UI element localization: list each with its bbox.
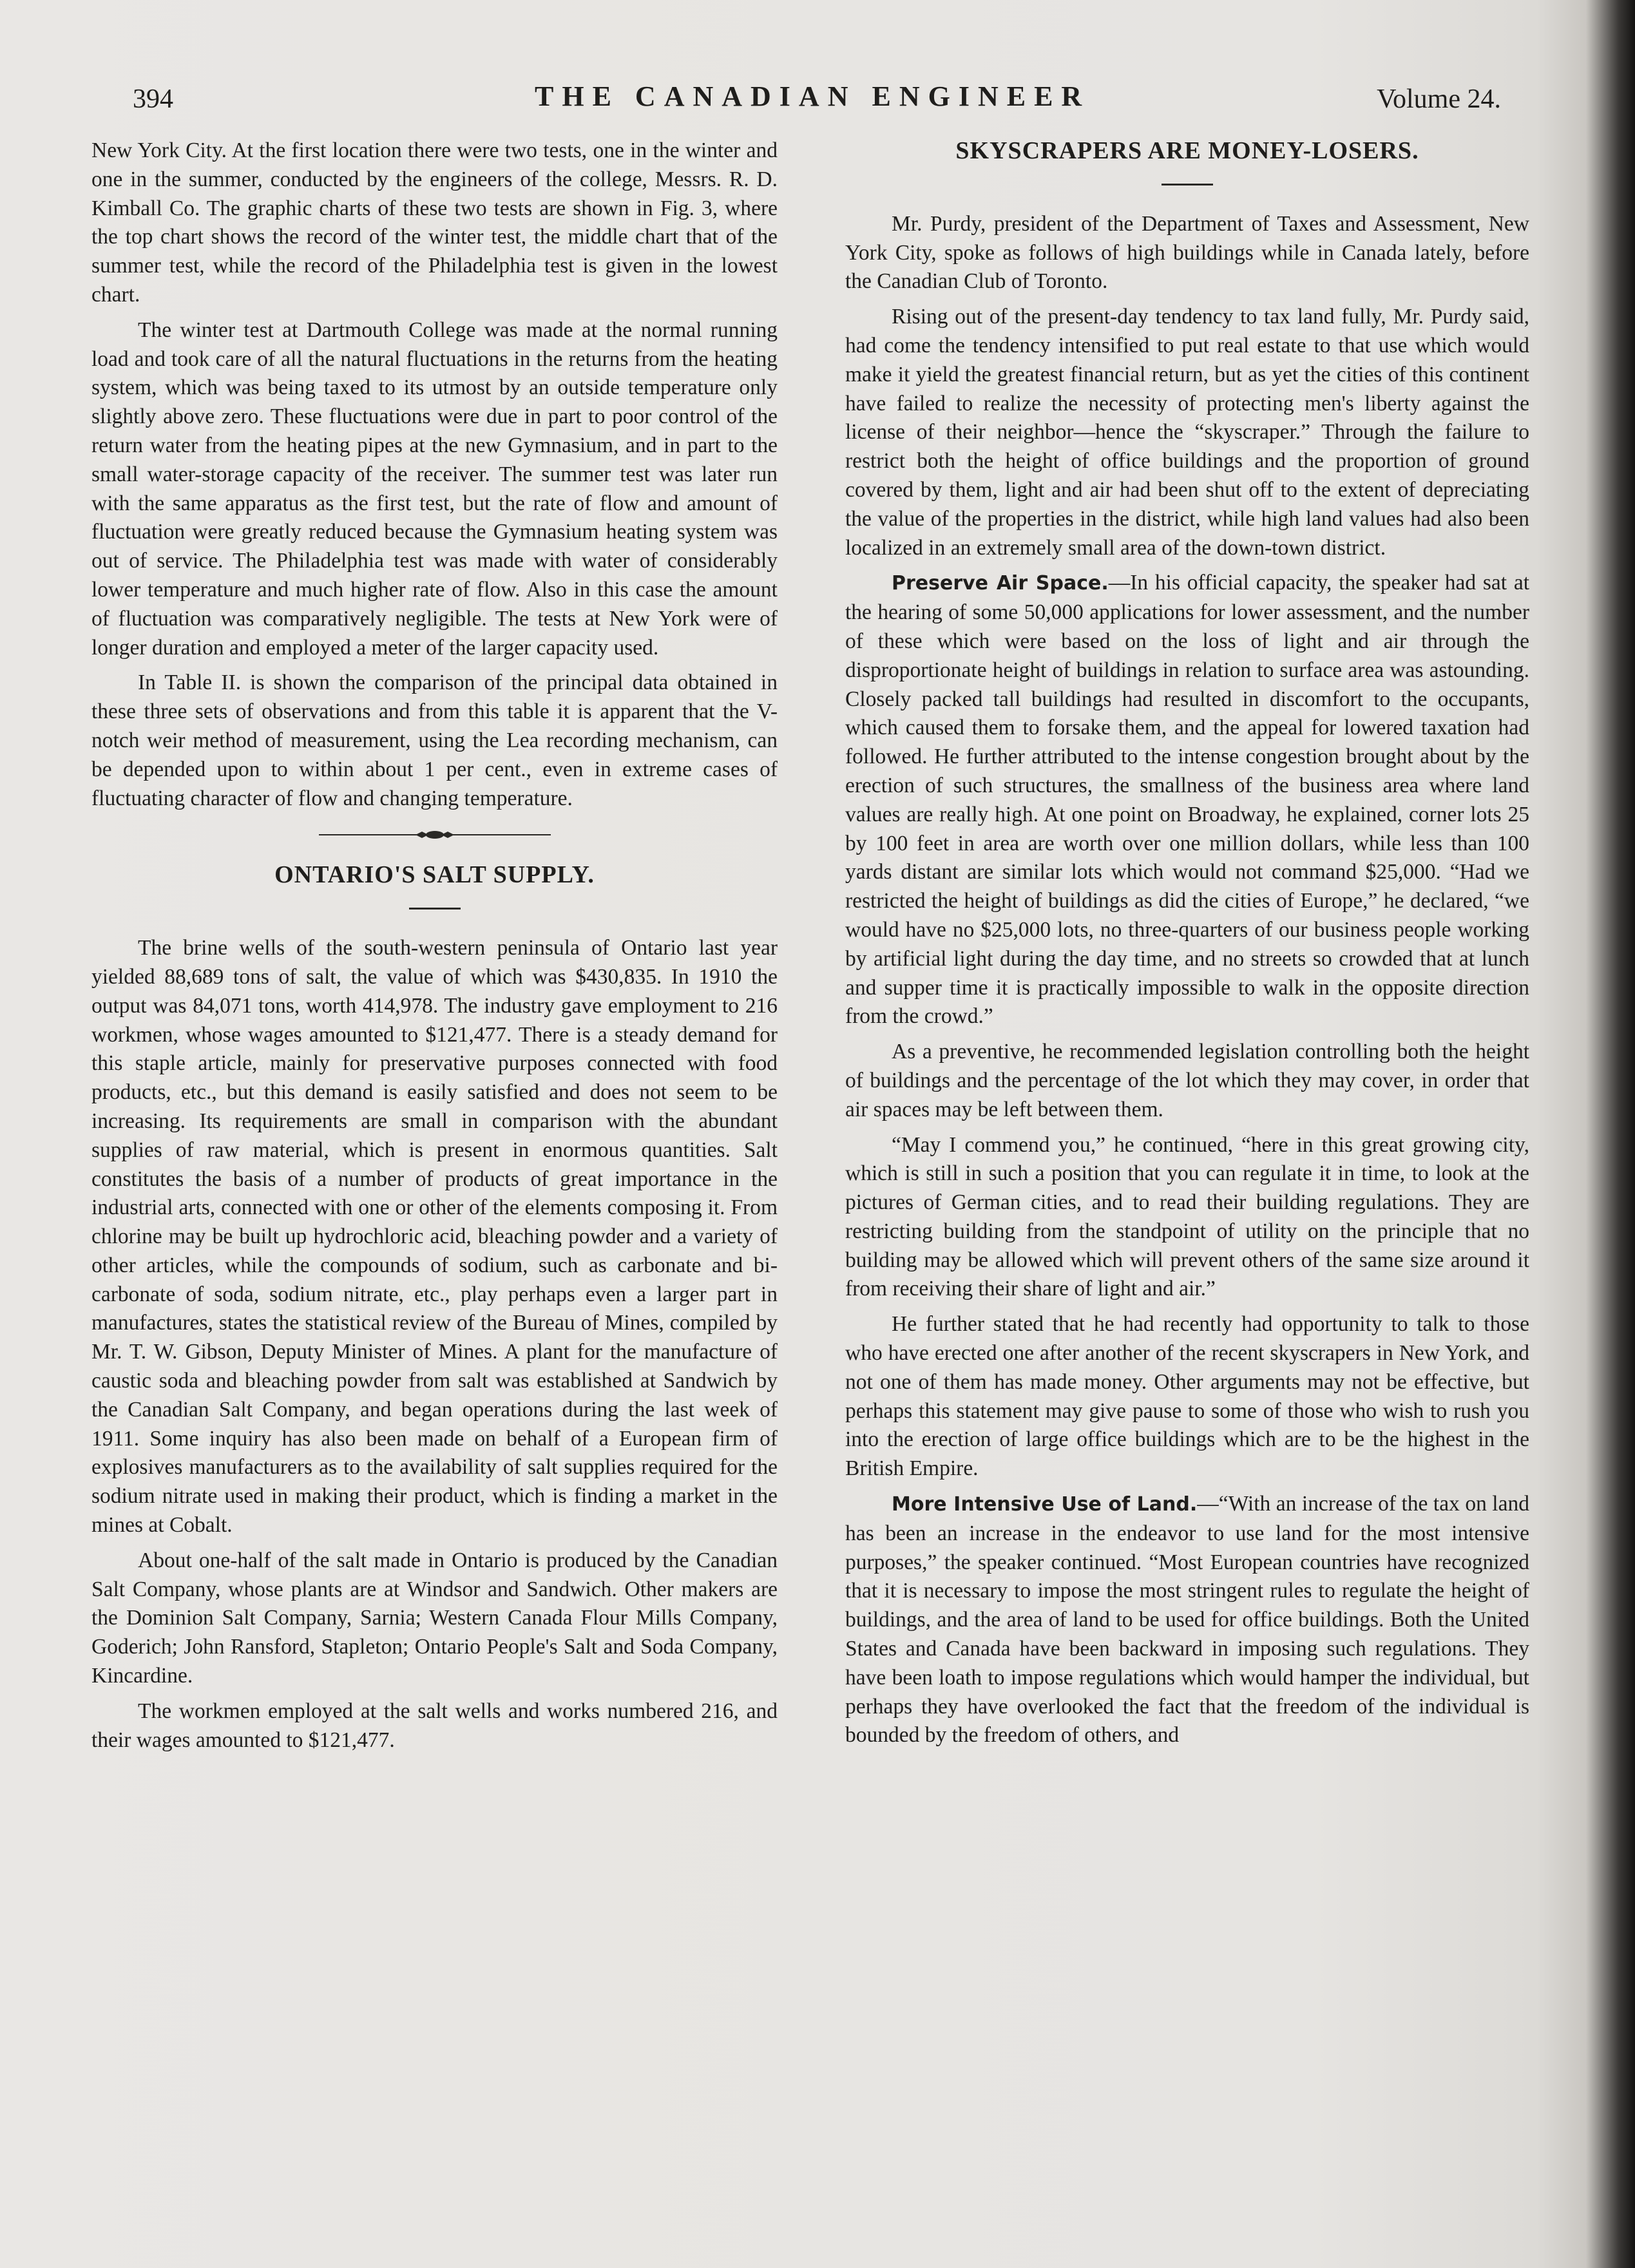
paragraph: As a preventive, he recommended legislation controlling both the height of buildings and the percentage of the lot which they may cover, in order that air spaces may be left between them. bbox=[845, 1040, 1529, 1121]
article-heading: SKYSCRAPERS ARE MONEY-LOSERS. bbox=[955, 137, 1419, 164]
paragraph bbox=[845, 1490, 1529, 1750]
paragraph: About one-half of the salt made in Ontario is produced by the Canadian Salt Company, whose plants are at Windsor and Sandwich. Other makers are the Dominion Salt Company, Sarnia; Western Canada Flour Mills Company, Goderich; John Ransford, Stapleton; Ontario People's Salt and Soda Company, Kincardine. bbox=[91, 1548, 778, 1688]
side-heading: More Intensive Use of Land. bbox=[892, 1493, 1198, 1516]
left-column bbox=[91, 137, 778, 1761]
ornament-divider bbox=[319, 828, 551, 841]
paragraph-text: —In his official capacity, the speaker had sat at the hearing of some 50,000 applications for lower assessment, and the number of these which were based on the loss of light and air through the disproportionate height of buildings in relation to surface area was astounding. Closely packed tall buildings had resulted in discomfort to the occupants, which caused them to forsake them, and the appeal for lowered taxation had followed. He further attributed to the intense congestion brought about by the erection of such structures, the smallness of the business area where land values are really high. At one point on Broadway, he explained, corner lots 25 by 100 feet in area are worth over one million dollars, while less than 100 yards distant are similar lots which would not command $25,000. “Had we restricted the height of buildings as did the cities of Europe,” he declared, “we would have no $25,000 lots, no three-quarters of our business people working by artificial light during the day time, and no streets so crowded that at lunch and supper time it is practically impossible to walk in the opposite direction from the crowd.” bbox=[845, 571, 1529, 1029]
paragraph: The workmen employed at the salt wells and works numbered 216, and their wages amounted to $121,477. bbox=[91, 1699, 778, 1752]
right-column bbox=[845, 137, 1529, 1757]
page-number: 394 bbox=[133, 84, 173, 114]
paragraph: The winter test at Dartmouth College was made at the normal running load and took care of all the natural fluctuations in the returns from the heating system, which was being taxed to its utmost by an outside temperature only slightly above zero. These fluctuations were due in part to poor control of the return water from the heating pipes at the new Gymnasium, and in part to the small water-storage capacity of the receiver. The summer test was later run with the same apparatus as the first test, but the rate of flow and amount of fluctuation were greatly reduced because the Gymnasium heating system was out of service. The Philadelphia test was made with water of considerably lower temperature and much higher rate of flow. Also in this case the amount of fluctuation was comparatively negligible. The tests at New York were of longer duration and employed a meter of the larger capacity used. bbox=[91, 318, 778, 660]
volume-label: Volume 24. bbox=[1377, 84, 1501, 114]
paragraph: Mr. Purdy, president of the Department of Taxes and Assessment, New York City, spoke as follows of high buildings while in Canada lately, before the Canadian Club of Toronto. bbox=[845, 211, 1529, 294]
paragraph: Rising out of the present-day tendency to tax land fully, Mr. Purdy said, had come the tendency intensified to put real estate to that use which would make it yield the greatest financial return, but as yet the cities of this continent have failed to realize the necessity of protecting men's liberty against the license of their neighbor—hence the “skyscraper.” Through the failure to restrict both the height of office buildings and the proportion of ground covered by them, light and air had been shut off to the extent of depreciating the value of the properties in the district, while high land values had also been localized in an extremely small area of the down-town district. bbox=[845, 305, 1529, 560]
paragraph-text: —“With an increase of the tax on land has been an increase in the endeavor to use land for the most intensive purposes,” the speaker continued. “Most European countries have recognized that it is necessary to impose the most stringent rules to regulate the height of buildings, and the area of land to be used for office buildings. Both the United States and Canada have been backward in imposing such regulations. They have been loath to impose regulations which would hamper the individual, but perhaps they have overlooked the fact that the freedom of the individual is bounded by the freedom of others, and bbox=[845, 1492, 1529, 1748]
paragraph: “May I commend you,” he continued, “here in this great growing city, which is still in such a position that you can regulate it in time, to look at the pictures of German cities, and to read their building regulations. They are restricting building from the standpoint of utility on the principle that no building may be allowed which will prevent others of the same size around it from receiving their share of light and air.” bbox=[845, 1132, 1529, 1301]
side-heading: Preserve Air Space. bbox=[892, 572, 1109, 595]
paragraph: The brine wells of the south-western peninsula of Ontario last year yielded 88,689 tons of salt, the value of which was $430,835. In 1910 the output was 84,071 tons, worth 414,978. The industry gave employment to 216 workmen, whose wages amounted to $121,477. There is a steady demand for this staple article, mainly for preservative purposes connected with food products, etc., but this demand is easily satisfied and does not seem to be increasing. Its requirements are small in comparison with the abundant supplies of raw material, which is present in enormous quantities. Salt constitutes the basis of a number of products of great importance in the industrial arts, connected with one or other of the elements composing it. From chlorine may be built up hydrochloric acid, bleaching powder and a variety of other articles, while the compounds of sodium, such as carbonate and bi-carbonate of soda, sodium nitrate, etc., play perhaps even a larger part in manufactures, states the statistical review of the Bureau of Mines, compiled by Mr. T. W. Gibson, Deputy Minister of Mines. A plant for the manufacture of caustic soda and bleaching powder from salt was established at Sandwich by the Canadian Salt Company, and began operations during the last week of 1911. Some inquiry has also been made on behalf of a European firm of explosives manufacturers as to the availability of salt supplies required for the sodium nitrate used in making their product, which is finding a market in the mines at Cobalt. bbox=[91, 936, 778, 1538]
page-header bbox=[129, 76, 1501, 121]
paragraph: In Table II. is shown the comparison of the principal data obtained in these three sets of observations and from this table it is apparent that the V-notch weir method of measurement, using the Lea recording mechanism, can be depended upon to within about 1 per cent., even in extreme cases of fluctuating character of flow and changing temperature. bbox=[91, 671, 778, 810]
paragraph: New York City. At the first location there were two tests, one in the winter and one in the summer, conducted by the engineers of the college, Messrs. R. D. Kimball Co. The graphic charts of these two tests are shown in Fig. 3, where the top chart shows the record of the winter test, the middle chart that of the summer test, while the record of the Philadelphia test is given in the lowest chart. bbox=[91, 138, 778, 307]
heading-rule bbox=[409, 908, 461, 910]
paragraph: He further stated that he had recently had opportunity to talk to those who have erected one after another of the recent skyscrapers in New York, and not one of them has made money. Other arguments may not be effective, but perhaps this statement may give pause to some of those who wish to rush you into the erection of large office buildings which are to be the highest in the British Empire. bbox=[845, 1312, 1529, 1481]
article-heading: ONTARIO'S SALT SUPPLY. bbox=[274, 861, 595, 889]
journal-title: THE CANADIAN ENGINEER bbox=[535, 81, 1091, 112]
heading-rule bbox=[1162, 184, 1213, 186]
paragraph bbox=[845, 569, 1529, 1031]
